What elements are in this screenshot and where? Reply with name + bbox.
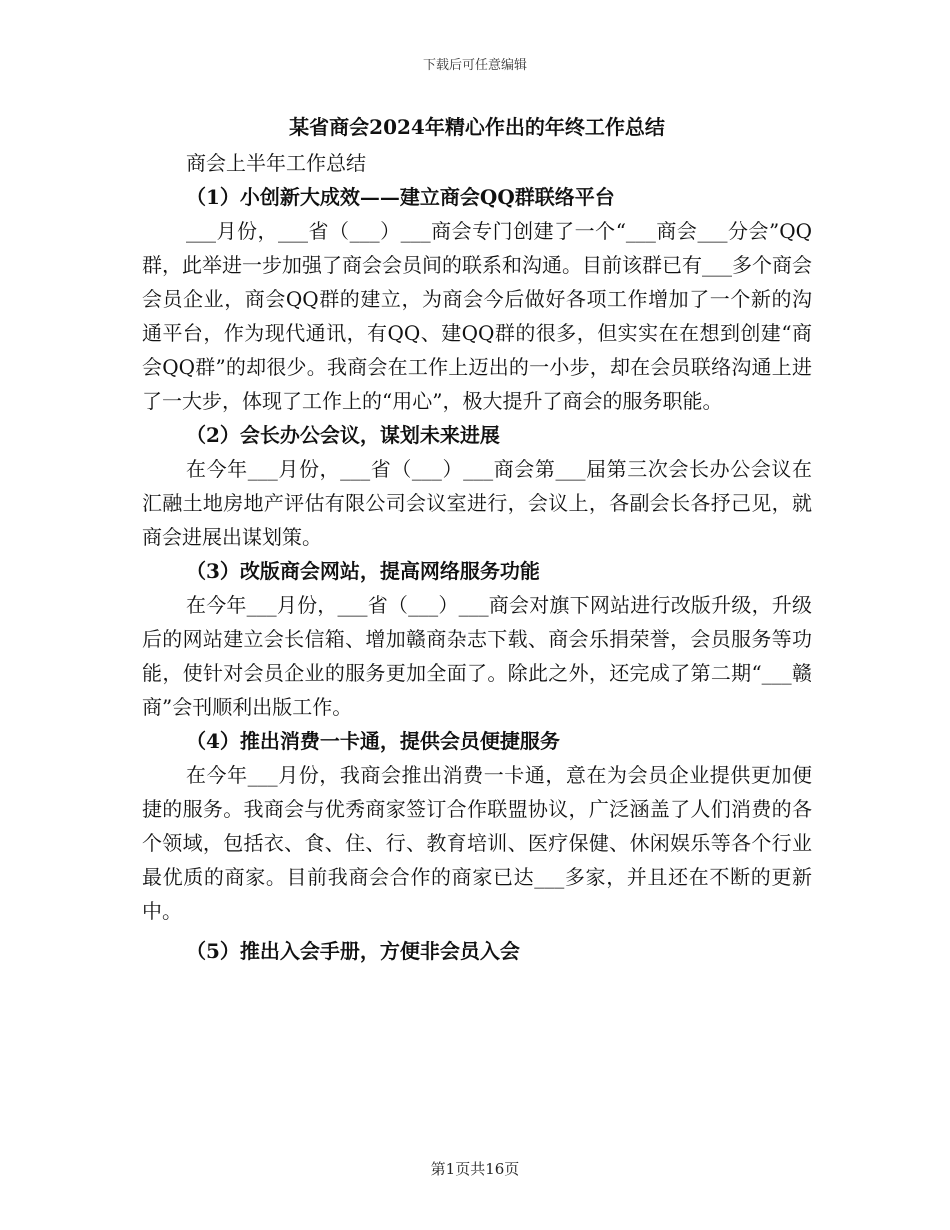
- page-number: 第1页共16页: [430, 1160, 520, 1178]
- section-paragraph-3: 在今年___月份，___省（___）___商会对旗下网站进行改版升级，升级后的网站建立会长信箱、增加赣商杂志下载、商会乐捐荣誉，会员服务等功能，使针对会员企业的服务更加全面了。除此之外，还完成了第二期“___赣商”会刊顺利出版工作。: [142, 593, 812, 719]
- section-heading-1: （1）小创新大成效——建立商会QQ群联络平台: [186, 185, 615, 209]
- document-body: [142, 112, 812, 968]
- section-subtitle: 商会上半年工作总结: [186, 151, 366, 175]
- section-heading-5: （5）推出入会手册，方便非会员入会: [186, 939, 520, 963]
- section-paragraph-4: 在今年___月份，我商会推出消费一卡通，意在为会员企业提供更加便捷的服务。我商会与优秀商家签订合作联盟协议，广泛涵盖了人们消费的各个领域，包括衣、食、住、行、教育培训、医疗保健、休闲娱乐等各个行业最优质的商家。目前我商会合作的商家已达___多家，并且还在不断的更新中。: [142, 763, 812, 923]
- section-paragraph-2: 在今年___月份，___省（___）___商会第___届第三次会长办公会议在汇融土地房地产评估有限公司会议室进行，会议上，各副会长各抒己见，就商会进展出谋划策。: [142, 457, 812, 549]
- header-note: 下载后可任意编辑: [422, 58, 527, 73]
- section-heading-4: （4）推出消费一卡通，提供会员便捷服务: [186, 729, 560, 753]
- section-heading-3: （3）改版商会网站，提高网络服务功能: [186, 559, 540, 583]
- section-paragraph-1: ___月份，___省（___）___商会专门创建了一个“___商会___分会”QQ群，此举进一步加强了商会会员间的联系和沟通。目前该群已有___多个商会会员企业，商会QQ群的建立，为商会今后做好各项工作增加了一个新的沟通平台，作为现代通讯，有QQ、建QQ群的很多，但实实在在想到创建“商会QQ群”的却很少。我商会在工作上迈出的一小步，却在会员联络沟通上进了一大步，体现了工作上的“用心”，极大提升了商会的服务职能。: [142, 219, 812, 413]
- document-title: 某省商会2024年精心作出的年终工作总结: [289, 115, 665, 139]
- section-heading-2: （2）会长办公会议，谋划未来进展: [186, 423, 500, 447]
